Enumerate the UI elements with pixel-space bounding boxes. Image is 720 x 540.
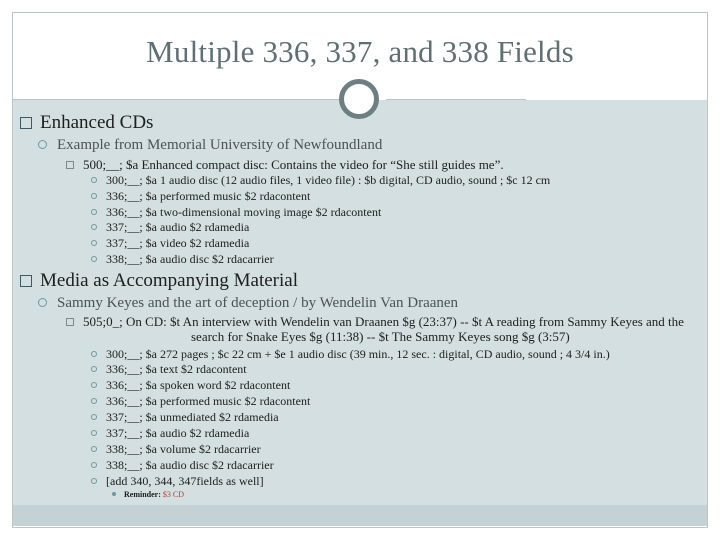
list-item xyxy=(91,347,610,362)
circle-bullet-icon xyxy=(38,140,47,149)
list-item-text: 338;__; $a audio disc $2 rdacarrier xyxy=(106,252,274,266)
list-item-text: 300;__; $a 1 audio disc (12 audio files, 1 video file) : $b digital, CD audio, sound ; $c 12 cm xyxy=(106,173,551,187)
section-heading-media xyxy=(20,270,298,292)
field-text: 500;__; $a Enhanced compact disc: Contains the video for “She still guides me”. xyxy=(83,157,504,172)
list-item xyxy=(91,458,274,473)
slide-title: Multiple 336, 337, and 338 Fields xyxy=(146,34,574,69)
subheading-text: Example from Memorial University of Newfoundland xyxy=(57,137,383,153)
list-item-text: 300;__; $a 272 pages ; $c 22 cm + $e 1 audio disc (39 min., 12 sec. : digital, CD audio, sound ; 4 3/4 in.) xyxy=(106,347,610,361)
square-bullet-icon xyxy=(66,318,74,326)
list-item xyxy=(91,410,279,425)
circle-bullet-icon xyxy=(91,177,97,183)
circle-bullet-icon xyxy=(91,414,97,420)
list-item-text: 337;__; $a unmediated $2 rdamedia xyxy=(106,410,279,424)
circle-bullet-icon xyxy=(91,193,97,199)
list-item-text: 337;__; $a video $2 rdamedia xyxy=(106,236,250,250)
section-heading-text: Enhanced CDs xyxy=(40,112,154,133)
field-line-continuation: search for Snake Eyes $g (11:38) -- $t The Sammy Keyes song $g (3:57) xyxy=(191,329,570,344)
circle-bullet-icon xyxy=(91,351,97,357)
circle-bullet-icon xyxy=(91,366,97,372)
list-item-text: 336;__; $a two-dimensional moving image $2 rdacontent xyxy=(106,205,382,219)
circle-bullet-icon xyxy=(91,209,97,215)
subheading-text: Sammy Keyes and the art of deception / by Wendelin Van Draanen xyxy=(57,295,459,311)
circle-bullet-icon xyxy=(91,224,97,230)
section-heading-text: Media as Accompanying Material xyxy=(40,270,299,291)
circle-bullet-icon xyxy=(91,256,97,262)
circle-bullet-icon xyxy=(91,382,97,388)
field-line xyxy=(66,314,684,330)
list-item-text: 338;__; $a audio disc $2 rdacarrier xyxy=(106,458,274,472)
list-item xyxy=(91,394,310,409)
list-item xyxy=(91,205,381,220)
section-subheading xyxy=(38,295,458,312)
list-item-text: 336;__; $a performed music $2 rdacontent xyxy=(106,189,311,203)
list-item xyxy=(91,362,247,377)
circle-bullet-icon xyxy=(91,398,97,404)
list-item-text: 337;__; $a audio $2 rdamedia xyxy=(106,426,250,440)
list-item xyxy=(91,474,264,489)
field-line xyxy=(66,157,504,173)
dot-bullet-icon xyxy=(112,492,116,496)
list-item xyxy=(91,236,249,251)
list-item xyxy=(91,173,550,188)
list-item xyxy=(91,426,249,441)
list-item-text: 336;__; $a spoken word $2 rdacontent xyxy=(106,378,291,392)
circle-bullet-icon xyxy=(91,430,97,436)
square-bullet-icon xyxy=(20,117,32,129)
circle-bullet-icon xyxy=(91,446,97,452)
circle-bullet-icon xyxy=(91,240,97,246)
reminder-value: $3 CD xyxy=(162,490,185,499)
section-subheading xyxy=(38,137,382,154)
reminder-label: Reminder: xyxy=(124,490,163,499)
section-heading-enhanced-cds xyxy=(20,112,153,134)
circle-bullet-icon xyxy=(91,478,97,484)
list-item-text: [add 340, 344, 347fields as well] xyxy=(106,474,264,488)
square-bullet-icon xyxy=(20,275,32,287)
list-item xyxy=(91,189,310,204)
list-item xyxy=(91,252,274,267)
list-item-text: 336;__; $a performed music $2 rdacontent xyxy=(106,394,311,408)
list-item-text: 337;__; $a audio $2 rdamedia xyxy=(106,220,250,234)
list-item xyxy=(91,220,249,235)
square-bullet-icon xyxy=(66,161,74,169)
circle-bullet-icon xyxy=(91,462,97,468)
list-item-text: 338;__; $a volume $2 rdacarrier xyxy=(106,442,261,456)
field-text: 505;0_; On CD: $t An interview with Wendelin van Draanen $g (23:37) -- $t A reading from Sammy Keyes and the xyxy=(83,314,684,329)
list-item xyxy=(91,442,261,457)
reminder-note xyxy=(112,490,184,499)
list-item xyxy=(91,378,290,393)
circle-bullet-icon xyxy=(38,298,47,307)
list-item-text: 336;__; $a text $2 rdacontent xyxy=(106,362,247,376)
